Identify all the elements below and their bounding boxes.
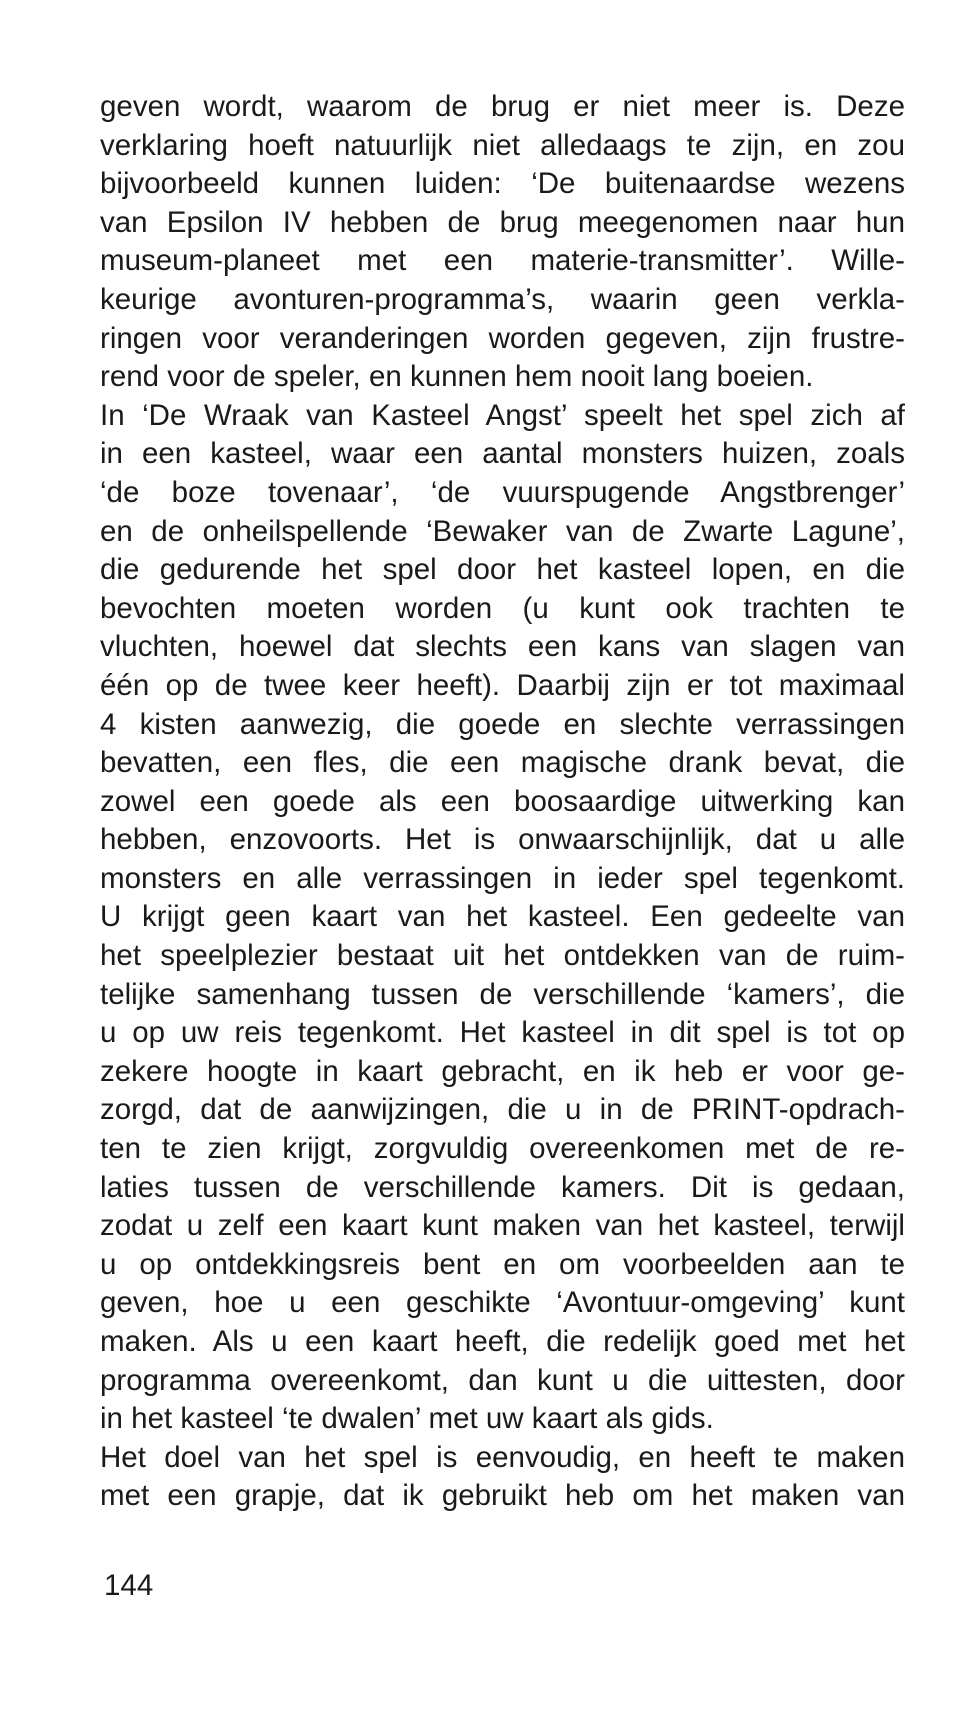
text-line: het speelplezier bestaat uit het ontdekken van de ruim- — [100, 939, 905, 973]
text-line: maken. Als u een kaart heeft, die redelijk goed met het — [100, 1325, 905, 1358]
text-line: bevochten moeten worden (u kunt ook trachten te — [100, 591, 905, 625]
text-line: met een grapje, dat ik gebruikt heb om het maken van — [100, 1479, 905, 1513]
text-line: In ‘De Wraak van Kasteel Angst’ speelt het spel zich af — [100, 398, 905, 432]
text-line: U krijgt geen kaart van het kasteel. Een gedeelte van — [100, 900, 905, 934]
text-line: bevatten, een fles, die een magische drank bevat, die — [100, 746, 905, 780]
text-line: zowel een goede als een boosaardige uitwerking kan — [100, 784, 905, 818]
text-line: bijvoorbeeld kunnen luiden: ‘De buitenaardse wezens — [100, 167, 905, 201]
text-line: in het kasteel ‘te dwalen’ met uw kaart als gids. — [100, 1402, 714, 1436]
text-line: die gedurende het spel door het kasteel lopen, en die — [100, 553, 905, 587]
text-line: hebben, enzovoorts. Het is onwaarschijnlijk, dat u alle — [100, 823, 905, 857]
text-line: vluchten, hoewel dat slechts een kans van slagen van — [100, 630, 905, 664]
text-line: van Epsilon IV hebben de brug meegenomen naar hun — [100, 205, 905, 239]
text-line: telijke samenhang tussen de verschillende ‘kamers’, die — [100, 977, 905, 1011]
text-line: keurige avonturen-programma’s, waarin geen verkla- — [100, 282, 905, 316]
text-line: u op ontdekkingsreis bent en om voorbeelden aan te — [100, 1247, 905, 1281]
text-line: u op uw reis tegenkomt. Het kasteel in dit spel is tot op — [100, 1016, 905, 1050]
text-line: 4 kisten aanwezig, die goede en slechte verrassingen — [100, 707, 905, 741]
text-line: geven, hoe u een geschikte ‘Avontuur-omgeving’ kunt — [100, 1286, 905, 1320]
text-line: zekere hoogte in kaart gebracht, en ik heb er voor ge- — [100, 1054, 905, 1088]
text-line: Het doel van het spel is eenvoudig, en heeft te maken — [100, 1440, 905, 1474]
body-text — [100, 88, 905, 1516]
text-line: ten te zien krijgt, zorgvuldig overeenkomen met de re- — [100, 1132, 905, 1166]
text-line: laties tussen de verschillende kamers. Dit is gedaan, — [100, 1170, 905, 1204]
text-line: en de onheilspellende ‘Bewaker van de Zwarte Lagune’, — [100, 514, 905, 548]
text-line: zodat u zelf een kaart kunt maken van het kasteel, terwijl — [100, 1209, 905, 1243]
text-line: in een kasteel, waar een aantal monsters huizen, zoals — [100, 437, 905, 471]
text-line: ringen voor veranderingen worden gegeven, zijn frustre- — [100, 321, 905, 355]
text-line: geven wordt, waarom de brug er niet meer is. Deze — [100, 90, 905, 123]
page-number: 144 — [104, 1569, 154, 1602]
text-line: rend voor de speler, en kunnen hem nooit lang boeien. — [100, 360, 814, 394]
text-line: één op de twee keer heeft). Daarbij zijn er tot maximaal — [100, 668, 905, 702]
text-line: zorgd, dat de aanwijzingen, die u in de PRINT-opdrach- — [100, 1093, 905, 1127]
text-line: verklaring hoeft natuurlijk niet alledaags te zijn, en zou — [100, 128, 905, 162]
text-line: monsters en alle verrassingen in ieder spel tegenkomt. — [100, 861, 905, 895]
text-line: programma overeenkomt, dan kunt u die uittesten, door — [100, 1363, 905, 1397]
text-line: ‘de boze tovenaar’, ‘de vuurspugende Angstbrenger’ — [100, 475, 905, 509]
text-line: museum-planeet met een materie-transmitter’. Wille- — [100, 244, 905, 278]
